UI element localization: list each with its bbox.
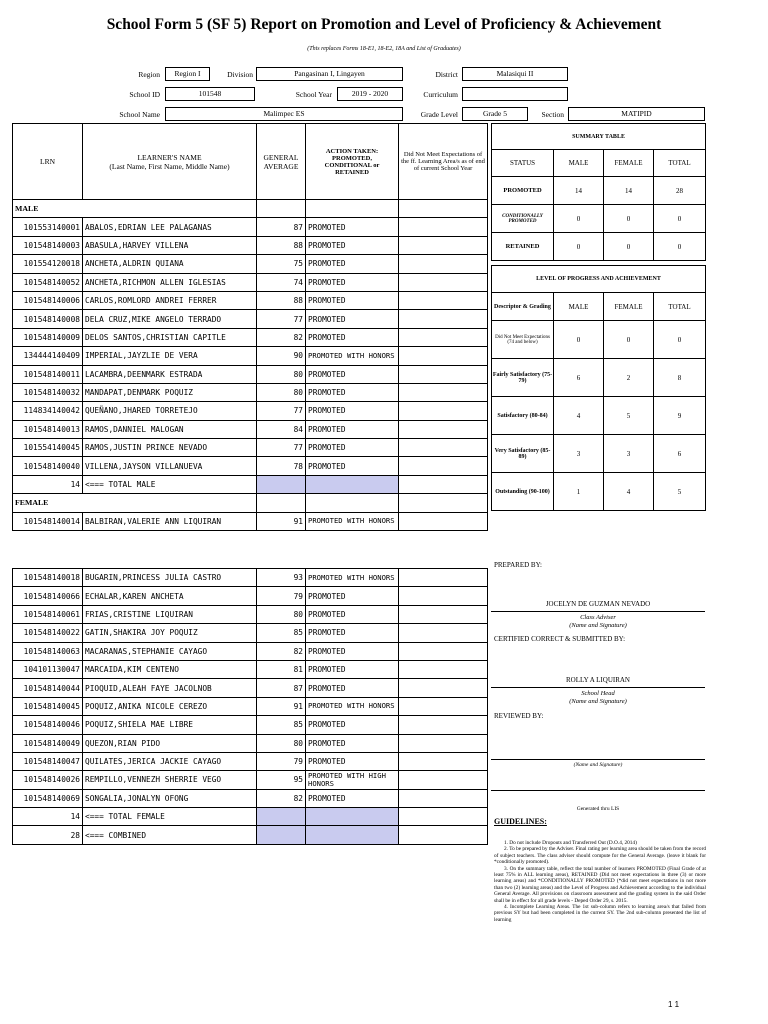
learner-action: PROMOTED [306, 716, 399, 734]
learner-average: 93 [257, 569, 306, 587]
progress-male: 6 [554, 359, 604, 397]
avg-header: GENERAL AVERAGE [257, 124, 306, 200]
division-field: Pangasinan I, Lingayen [256, 67, 403, 81]
learner-name: LACAMBRA,DEENMARK ESTRADA [83, 365, 257, 383]
learner-action: PROMOTED [306, 420, 399, 438]
guideline-item: 1. Do not include Dropouts and Transferred Out (D.O.4, 2014) [504, 840, 637, 846]
action-header: ACTION TAKEN: PROMOTED, CONDITIONAL or RETAINED [306, 124, 399, 200]
learner-lrn: 101548140008 [13, 310, 83, 328]
learner-name: ANCHETA,RICHMON ALLEN IGLESIAS [83, 273, 257, 291]
progress-female-header: FEMALE [604, 293, 654, 321]
progress-female: 2 [604, 359, 654, 397]
learner-average: 77 [257, 402, 306, 420]
progress-total-header: TOTAL [654, 293, 706, 321]
learner-action: PROMOTED [306, 734, 399, 752]
learner-row [13, 255, 488, 273]
progress-male: 3 [554, 435, 604, 473]
learner-action: PROMOTED [306, 587, 399, 605]
learner-row [13, 218, 488, 236]
curriculum-field [462, 87, 568, 101]
learner-action: PROMOTED [306, 218, 399, 236]
shaded-cell [257, 475, 306, 493]
learner-action: PROMOTED [306, 789, 399, 807]
school-name-field: Malimpec ES [165, 107, 403, 121]
school-head-line [491, 687, 705, 688]
reviewed-by-label: REVIEWED BY: [494, 712, 544, 720]
learner-average: 85 [257, 716, 306, 734]
shaded-cell [306, 808, 399, 826]
progress-female: 4 [604, 473, 654, 511]
learner-row [13, 402, 488, 420]
learner-lrn: 101548140069 [13, 789, 83, 807]
progress-male-header: MALE [554, 293, 604, 321]
learner-dnm [399, 383, 488, 401]
learner-action: PROMOTED [306, 457, 399, 475]
learner-name: RAMOS,JUSTIN PRINCE NEVADO [83, 439, 257, 457]
learner-average: 90 [257, 347, 306, 365]
summary-table [491, 123, 706, 261]
summary-male: 14 [554, 177, 604, 205]
learner-action: PROMOTED [306, 439, 399, 457]
reviewer-role: (Name and Signature) [573, 762, 623, 768]
shaded-cell [257, 826, 306, 844]
learner-name: RAMOS,DANNIEL MALOGAN [83, 420, 257, 438]
learner-average: 75 [257, 255, 306, 273]
adviser-role-note: (Name and Signature) [569, 622, 627, 629]
learner-average: 79 [257, 752, 306, 770]
learner-action: PROMOTED [306, 236, 399, 254]
learner-name: MACARANAS,STEPHANIE CAYAGO [83, 642, 257, 660]
learner-lrn: 101548140044 [13, 679, 83, 697]
learner-dnm [399, 734, 488, 752]
learner-row [13, 365, 488, 383]
learner-average: 88 [257, 236, 306, 254]
progress-female: 3 [604, 435, 654, 473]
progress-desc: Fairly Satisfactory (75-79) [492, 359, 554, 397]
learner-row [13, 734, 488, 752]
total-male-row-count: 14 [13, 475, 83, 493]
learner-name: POQUIZ,ANIKA NICOLE CEREZO [83, 697, 257, 715]
learner-lrn: 101548140013 [13, 420, 83, 438]
school-head-role: School Head [581, 690, 615, 697]
total-female-row-count: 14 [13, 808, 83, 826]
learner-action: PROMOTED [306, 402, 399, 420]
empty-cell [399, 494, 488, 512]
learner-dnm [399, 255, 488, 273]
learner-lrn: 101554140045 [13, 439, 83, 457]
guideline-item: 3. On the summary table, reflect the total number of learners PROMOTED (Final Grade of at least 75% in ALL learning areas), RETAINED (Did not meet expectations in three (3) or more learning areas) and *CONDITIONALLY PROMOTED (*did not meet expectations in not more than two (2) learning areas) and the Level of Progress and Achievement according to the individual General Average. All provisions on classroom assessment and the grading system in the said Order shall be in effect for all grade levels - Deped Order 29, s. 2015. [494, 865, 706, 904]
generated-note: Generated thru LIS [576, 806, 620, 812]
learner-dnm [399, 697, 488, 715]
learner-action: PROMOTED [306, 660, 399, 678]
learner-dnm [399, 273, 488, 291]
summary-status: CONDITIONALLY PROMOTED [492, 205, 554, 233]
learner-dnm [399, 347, 488, 365]
learner-name: FRIAS,CRISTINE LIQUIRAN [83, 605, 257, 623]
division-label: Division [227, 70, 253, 79]
learner-dnm [399, 328, 488, 346]
learner-dnm [399, 218, 488, 236]
combined-row-count: 28 [13, 826, 83, 844]
learner-row [13, 512, 488, 530]
learner-lrn: 101548140045 [13, 697, 83, 715]
learner-action: PROMOTED [306, 679, 399, 697]
guidelines-text [494, 840, 706, 923]
learner-row [13, 273, 488, 291]
empty-cell [257, 494, 306, 512]
learner-lrn: 101554120018 [13, 255, 83, 273]
empty-cell [399, 808, 488, 826]
section-row [13, 494, 488, 512]
generated-line [491, 790, 705, 791]
dnm-header: Did Not Meet Expectations of the ff. Learning Area/s as of end of current School Year [399, 124, 488, 200]
district-field: Malasiqui II [462, 67, 568, 81]
learner-dnm [399, 771, 488, 789]
learner-average: 74 [257, 273, 306, 291]
learner-action: PROMOTED [306, 273, 399, 291]
region-field: Region I [165, 67, 210, 81]
school-id-field: 101548 [165, 87, 255, 101]
learner-dnm [399, 716, 488, 734]
learner-lrn: 101548140006 [13, 291, 83, 309]
adviser-name: JOCELYN DE GUZMAN NEVADO [545, 600, 651, 608]
learner-action: PROMOTED [306, 310, 399, 328]
learner-name: MANDAPAT,DENMARK POQUIZ [83, 383, 257, 401]
learner-action: PROMOTED WITH HONORS [306, 697, 399, 715]
summary-male-header: MALE [554, 150, 604, 177]
progress-desc: Very Satisfactory (85-89) [492, 435, 554, 473]
learner-name: REMPILLO,VENNEZH SHERRIE VEGO [83, 771, 257, 789]
learner-dnm [399, 624, 488, 642]
shaded-cell [306, 475, 399, 493]
combined-row [13, 826, 488, 844]
progress-female: 0 [604, 321, 654, 359]
learner-row [13, 291, 488, 309]
learner-action: PROMOTED [306, 624, 399, 642]
reviewer-line [491, 759, 705, 760]
learner-average: 79 [257, 587, 306, 605]
learner-row [13, 660, 488, 678]
section-label: Section [541, 110, 564, 119]
page-subtitle: (This replaces Forms 18-E1, 18-E2, 18A and List of Graduates) [307, 46, 461, 52]
learner-name: CARLOS,ROMLORD ANDREI FERRER [83, 291, 257, 309]
learner-average: 77 [257, 310, 306, 328]
progress-table [491, 265, 706, 511]
empty-cell [257, 200, 306, 218]
learner-dnm [399, 365, 488, 383]
progress-desc-header: Descriptor & Grading [492, 293, 554, 321]
learner-name: ABASULA,HARVEY VILLENA [83, 236, 257, 254]
empty-cell [399, 475, 488, 493]
learner-row [13, 679, 488, 697]
learner-name: QUEÑANO,JHARED TORRETEJO [83, 402, 257, 420]
learner-lrn: 101548140066 [13, 587, 83, 605]
learner-name: QUEZON,RIAN PIDO [83, 734, 257, 752]
guideline-item: 4. Incomplete Learning Areas. The 1st sub-column refers to learning area/s that failed from previous SY but had been completed in the current SY. The 2nd sub-column presented the list of learning [494, 904, 706, 923]
shaded-cell [257, 808, 306, 826]
male-section-label: MALE [13, 200, 257, 218]
learner-lrn: 101548140046 [13, 716, 83, 734]
learner-name: PIOQUID,ALEAH FAYE JACOLNOB [83, 679, 257, 697]
learner-average: 84 [257, 420, 306, 438]
learner-row [13, 439, 488, 457]
learner-row [13, 642, 488, 660]
learner-average: 77 [257, 439, 306, 457]
learners-table-top [12, 123, 488, 531]
learner-row [13, 420, 488, 438]
learner-average: 87 [257, 679, 306, 697]
learner-action: PROMOTED [306, 328, 399, 346]
summary-status: RETAINED [492, 233, 554, 261]
learner-average: 82 [257, 328, 306, 346]
section-field: MATIPID [568, 107, 705, 121]
combined-row-label: <=== COMBINED [83, 826, 257, 844]
total-female-row-label: <=== TOTAL FEMALE [83, 808, 257, 826]
learner-average: 80 [257, 383, 306, 401]
learner-lrn: 101548140003 [13, 236, 83, 254]
learner-row [13, 569, 488, 587]
learner-dnm [399, 420, 488, 438]
empty-cell [306, 494, 399, 512]
learner-name: ABALOS,EDRIAN LEE PALAGANAS [83, 218, 257, 236]
curriculum-label: Curriculum [423, 90, 458, 99]
learner-lrn: 101548140052 [13, 273, 83, 291]
learner-action: PROMOTED WITH HONORS [306, 347, 399, 365]
progress-desc: Outstanding (90-100) [492, 473, 554, 511]
learner-average: 91 [257, 512, 306, 530]
school-name-label: School Name [119, 110, 160, 119]
learner-name: BALBIRAN,VALERIE ANN LIQUIRAN [83, 512, 257, 530]
summary-female: 0 [604, 233, 654, 261]
progress-male: 0 [554, 321, 604, 359]
learner-lrn: 101548140049 [13, 734, 83, 752]
learner-average: 88 [257, 291, 306, 309]
learner-row [13, 771, 488, 789]
progress-title: LEVEL OF PROGRESS AND ACHIEVEMENT [492, 266, 706, 293]
page-title: School Form 5 (SF 5) Report on Promotion and Level of Proficiency & Achievement [106, 16, 662, 33]
learner-name: ANCHETA,ALDRIN QUIANA [83, 255, 257, 273]
learner-lrn: 101548140018 [13, 569, 83, 587]
learner-average: 87 [257, 218, 306, 236]
grade-level-label: Grade Level [420, 110, 458, 119]
learner-lrn: 101548140063 [13, 642, 83, 660]
region-label: Region [138, 70, 160, 79]
prepared-by-label: PREPARED BY: [494, 561, 542, 569]
name-header: LEARNER'S NAME (Last Name, First Name, Middle Name) [83, 124, 257, 200]
learner-name: DELOS SANTOS,CHRISTIAN CAPITLE [83, 328, 257, 346]
summary-male: 0 [554, 205, 604, 233]
learner-row [13, 236, 488, 254]
learner-dnm [399, 660, 488, 678]
progress-male: 4 [554, 397, 604, 435]
learner-average: 82 [257, 642, 306, 660]
school-head-role-note: (Name and Signature) [569, 698, 627, 705]
learner-row [13, 310, 488, 328]
learner-lrn: 101548140014 [13, 512, 83, 530]
learner-average: 81 [257, 660, 306, 678]
learner-lrn: 101548140061 [13, 605, 83, 623]
learner-action: PROMOTED [306, 642, 399, 660]
guidelines-title: GUIDELINES: [494, 817, 547, 826]
learner-name: MARCAIDA,KIM CENTENO [83, 660, 257, 678]
certified-by-label: CERTIFIED CORRECT & SUBMITTED BY: [494, 635, 626, 643]
progress-female: 5 [604, 397, 654, 435]
learner-dnm [399, 789, 488, 807]
learner-dnm [399, 587, 488, 605]
lrn-header: LRN [13, 124, 83, 200]
learner-row [13, 347, 488, 365]
total-male-row [13, 475, 488, 493]
summary-total-header: TOTAL [654, 150, 706, 177]
progress-male: 1 [554, 473, 604, 511]
learner-lrn: 101548140026 [13, 771, 83, 789]
learner-lrn: 101548140032 [13, 383, 83, 401]
learner-row [13, 716, 488, 734]
learner-lrn: 101548140040 [13, 457, 83, 475]
learner-lrn: 101548140022 [13, 624, 83, 642]
learner-dnm [399, 752, 488, 770]
progress-desc: Did Not Meet Expectations (74 and below) [492, 321, 554, 359]
adviser-line [491, 611, 705, 612]
school-id-label: School ID [129, 90, 160, 99]
summary-female: 0 [604, 205, 654, 233]
learner-row [13, 697, 488, 715]
learner-average: 95 [257, 771, 306, 789]
learner-row [13, 605, 488, 623]
learner-average: 80 [257, 605, 306, 623]
summary-female-header: FEMALE [604, 150, 654, 177]
guideline-item: 2. To be prepared by the Adviser. Final rating per learning area should be taken from the record of subject teachers. The class adviser should compute for the General Average. (leave it blank for *conditionally promoted). [494, 846, 706, 866]
summary-total: 0 [654, 205, 706, 233]
learner-dnm [399, 605, 488, 623]
learner-average: 82 [257, 789, 306, 807]
learner-average: 85 [257, 624, 306, 642]
learner-dnm [399, 402, 488, 420]
learner-dnm [399, 679, 488, 697]
summary-status: PROMOTED [492, 177, 554, 205]
learner-row [13, 328, 488, 346]
progress-total: 6 [654, 435, 706, 473]
progress-total: 5 [654, 473, 706, 511]
learner-row [13, 587, 488, 605]
summary-title: SUMMARY TABLE [492, 124, 706, 150]
learner-lrn: 104101130047 [13, 660, 83, 678]
learner-name: VILLENA,JAYSON VILLANUEVA [83, 457, 257, 475]
learner-name: SONGALIA,JONALYN OFONG [83, 789, 257, 807]
learner-action: PROMOTED [306, 365, 399, 383]
learner-action: PROMOTED [306, 383, 399, 401]
section-row [13, 200, 488, 218]
learner-name: ECHALAR,KAREN ANCHETA [83, 587, 257, 605]
learner-lrn: 101553140001 [13, 218, 83, 236]
school-head-name: ROLLY A LIQUIRAN [566, 676, 630, 684]
learner-row [13, 624, 488, 642]
total-female-row [13, 808, 488, 826]
learner-dnm [399, 291, 488, 309]
empty-cell [399, 826, 488, 844]
shaded-cell [306, 826, 399, 844]
learner-name: DELA CRUZ,MIKE ANGELO TERRADO [83, 310, 257, 328]
school-year-field: 2019 - 2020 [337, 87, 403, 101]
female-section-label: FEMALE [13, 494, 257, 512]
learner-lrn: 114834140042 [13, 402, 83, 420]
learner-name: QUILATES,JERICA JACKIE CAYAGO [83, 752, 257, 770]
learner-dnm [399, 310, 488, 328]
learner-name: POQUIZ,SHIELA MAE LIBRE [83, 716, 257, 734]
learner-dnm [399, 642, 488, 660]
learner-row [13, 789, 488, 807]
learner-row [13, 752, 488, 770]
progress-total: 0 [654, 321, 706, 359]
learner-average: 78 [257, 457, 306, 475]
learner-action: PROMOTED WITH HONORS [306, 569, 399, 587]
learner-action: PROMOTED WITH HIGH HONORS [306, 771, 399, 789]
page-number: 1 1 [668, 1000, 680, 1009]
learner-row [13, 457, 488, 475]
learner-action: PROMOTED WITH HONORS [306, 512, 399, 530]
learner-name: IMPERIAL,JAYZLIE DE VERA [83, 347, 257, 365]
learner-average: 80 [257, 365, 306, 383]
summary-total: 28 [654, 177, 706, 205]
school-year-label: School Year [295, 90, 332, 99]
summary-total: 0 [654, 233, 706, 261]
district-label: District [435, 70, 458, 79]
learner-dnm [399, 439, 488, 457]
total-male-row-label: <=== TOTAL MALE [83, 475, 257, 493]
learner-lrn: 101548140047 [13, 752, 83, 770]
learner-action: PROMOTED [306, 752, 399, 770]
learner-name: BUGARIN,PRINCESS JULIA CASTRO [83, 569, 257, 587]
empty-cell [306, 200, 399, 218]
learner-action: PROMOTED [306, 255, 399, 273]
learners-table-bottom [12, 568, 488, 845]
empty-cell [399, 200, 488, 218]
learner-average: 80 [257, 734, 306, 752]
learner-action: PROMOTED [306, 291, 399, 309]
learner-average: 91 [257, 697, 306, 715]
learner-dnm [399, 457, 488, 475]
learner-lrn: 101548140009 [13, 328, 83, 346]
summary-male: 0 [554, 233, 604, 261]
learner-lrn: 134444140409 [13, 347, 83, 365]
learner-row [13, 383, 488, 401]
learner-dnm [399, 236, 488, 254]
learner-lrn: 101548140011 [13, 365, 83, 383]
grade-level-field: Grade 5 [462, 107, 528, 121]
progress-total: 9 [654, 397, 706, 435]
summary-female: 14 [604, 177, 654, 205]
progress-desc: Satisfactory (80-84) [492, 397, 554, 435]
learner-dnm [399, 569, 488, 587]
summary-status-header: STATUS [492, 150, 554, 177]
progress-total: 8 [654, 359, 706, 397]
learner-dnm [399, 512, 488, 530]
learner-action: PROMOTED [306, 605, 399, 623]
adviser-role: Class Adviser [580, 614, 616, 621]
learner-name: GATIN,SHAKIRA JOY POQUIZ [83, 624, 257, 642]
